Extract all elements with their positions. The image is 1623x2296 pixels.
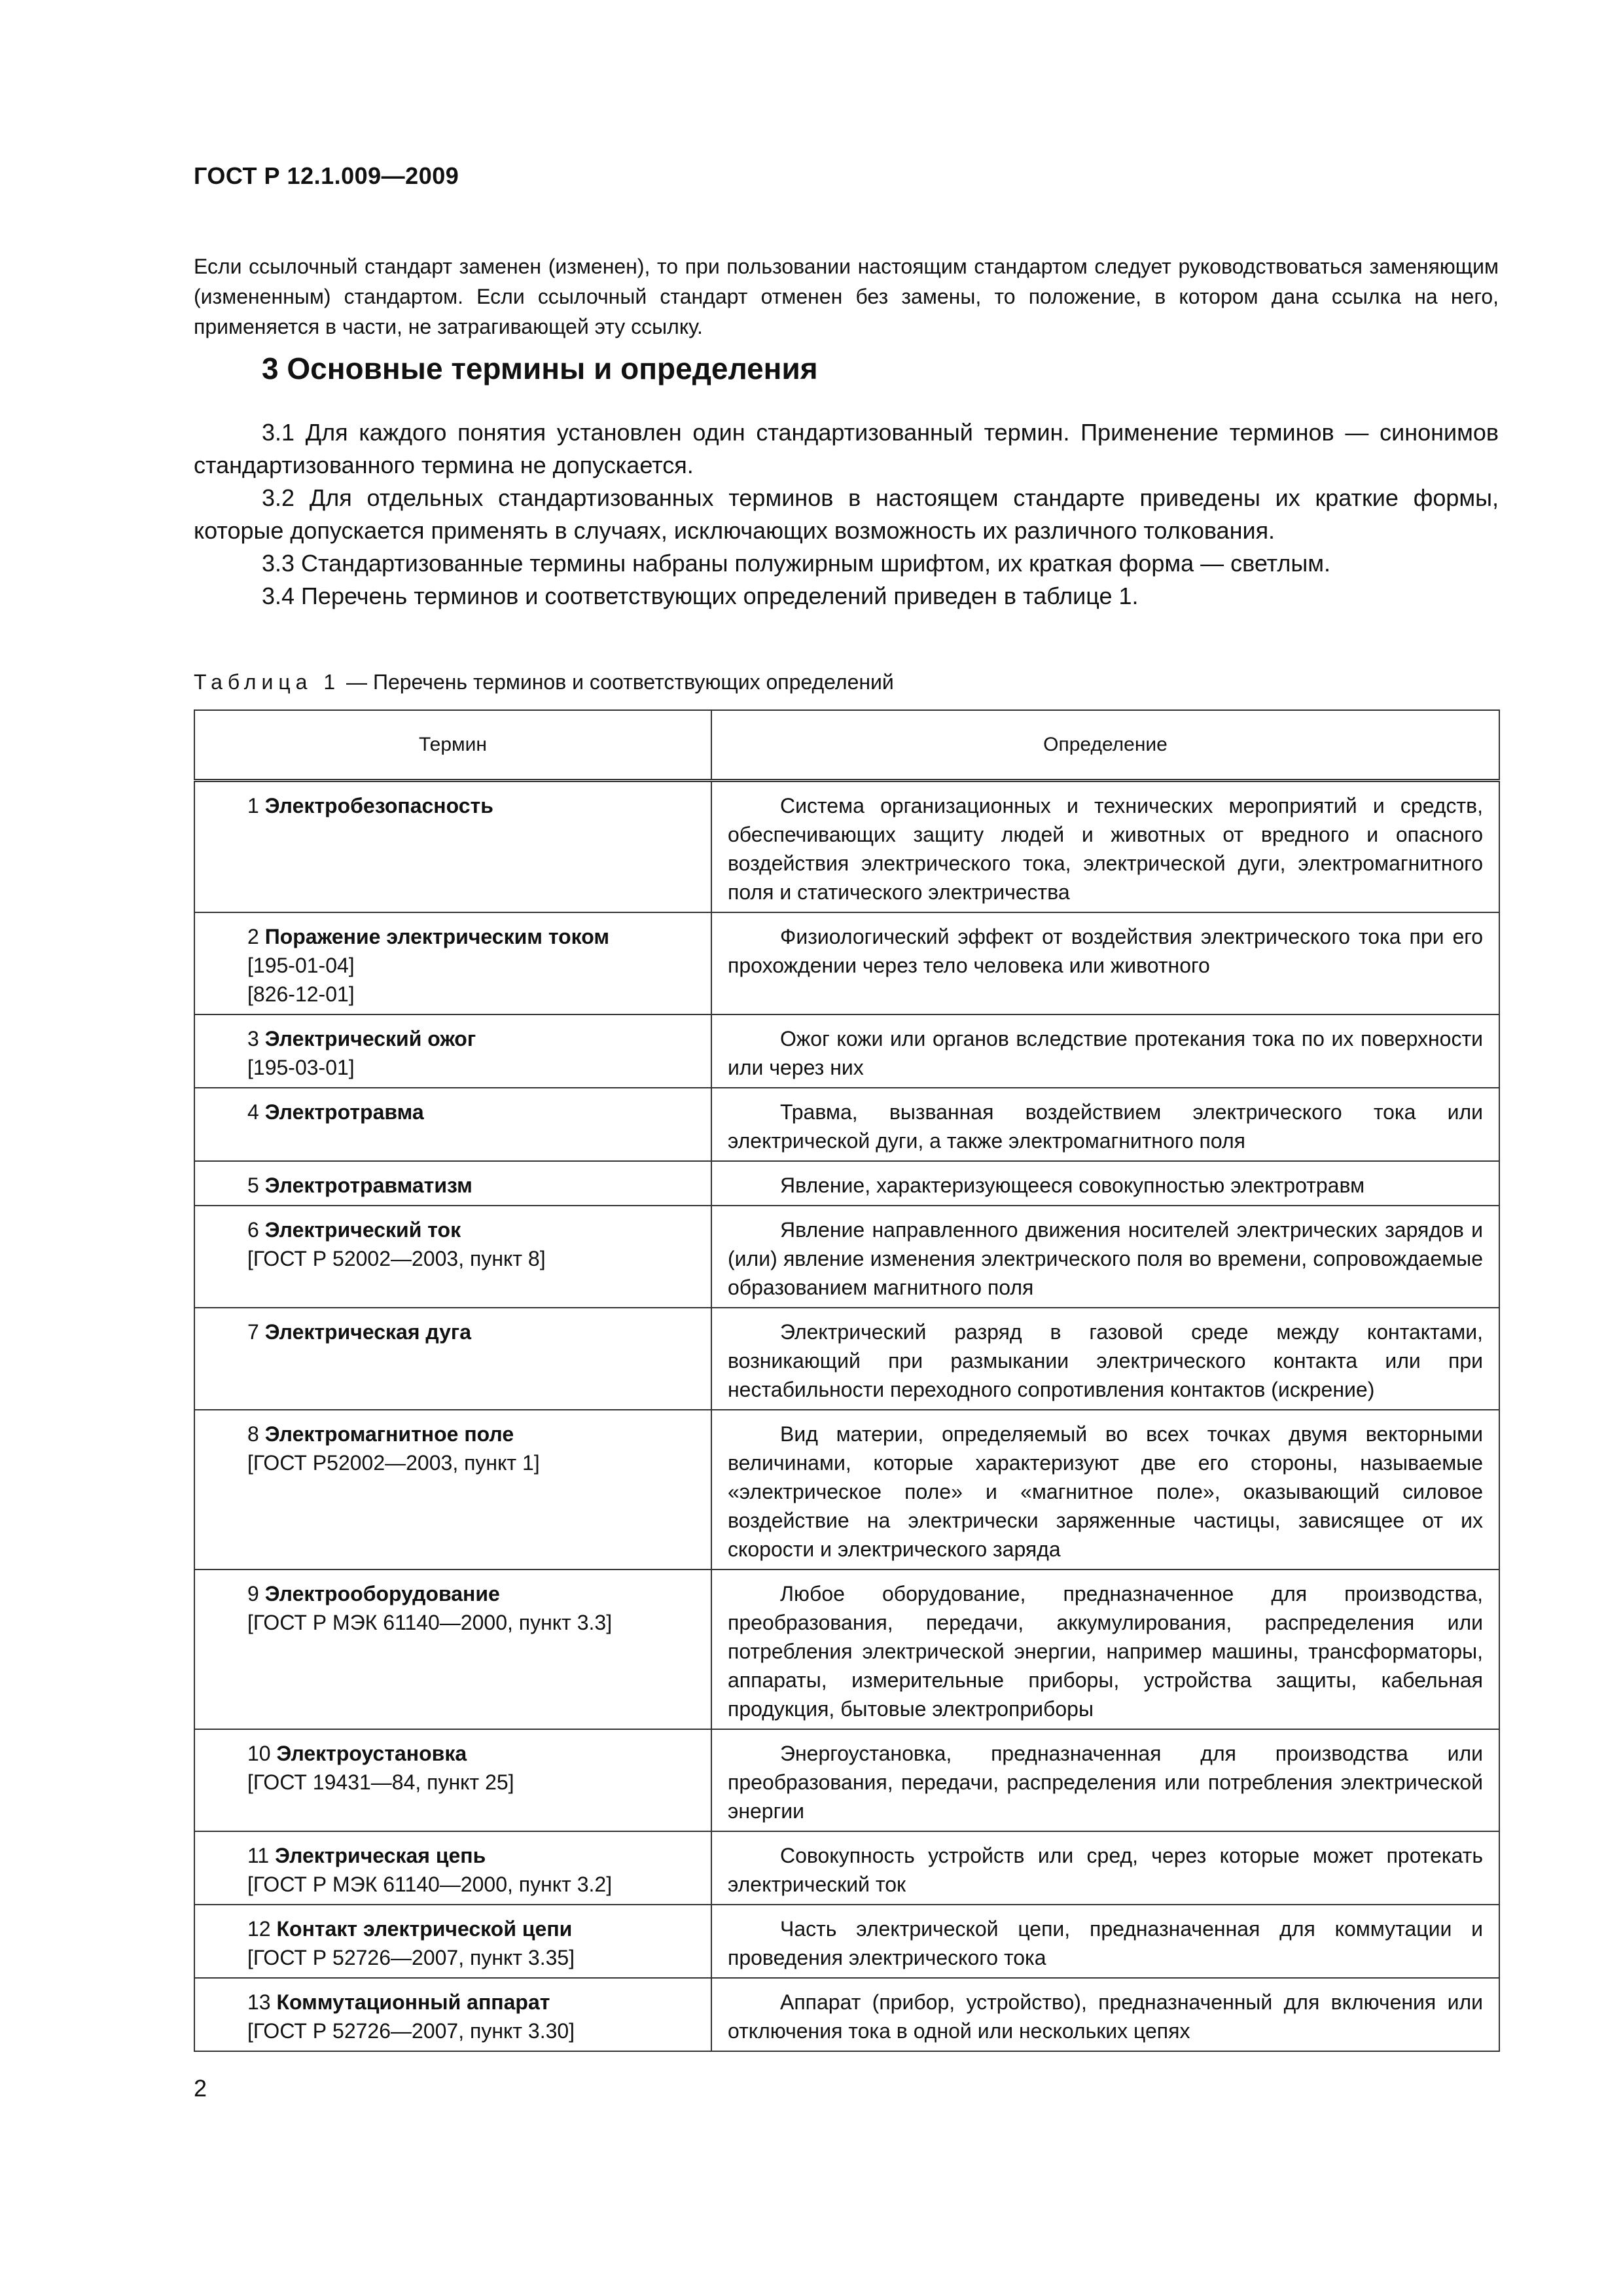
term-reference: [ГОСТ Р52002—2003, пункт 1] — [247, 1451, 540, 1475]
clause-list — [194, 416, 1499, 613]
definition-cell — [711, 1410, 1499, 1570]
term-name: Электрический ожог — [264, 1027, 476, 1050]
definition-cell — [711, 781, 1499, 913]
term-name: Поражение электрическим током — [264, 925, 609, 948]
term-name: Электрооборудование — [264, 1582, 500, 1605]
table-row — [194, 781, 1499, 913]
term-reference: [ГОСТ Р 52002—2003, пункт 8] — [247, 1247, 546, 1270]
term-name: Контакт электрической цепи — [276, 1917, 573, 1941]
term-number: 8 — [247, 1422, 259, 1446]
term-number: 1 — [247, 794, 259, 817]
definition-text: Система организационных и технических мероприятий и средств, обеспечивающих защиту людей и животных от вредного и опасного воздействия электрического тока, электрической дуги, электромагнитного поля и статического электричества — [728, 794, 1483, 904]
definition-text: Совокупность устройств или сред, через которые может протекать электрический ток — [728, 1844, 1483, 1896]
term-reference: [ГОСТ Р МЭК 61140—2000, пункт 3.2] — [247, 1873, 613, 1896]
definition-cell — [711, 1014, 1499, 1088]
definition-text: Физиологический эффект от воздействия электрического тока при его прохождении через тело человека или животного — [728, 925, 1483, 977]
term-name: Электробезопасность — [264, 794, 493, 817]
table-row — [194, 1410, 1499, 1570]
definition-cell — [711, 1308, 1499, 1410]
term-name: Электротравматизм — [264, 1174, 473, 1197]
term-name: Электротравма — [264, 1100, 424, 1124]
term-cell — [194, 1905, 711, 1978]
term-reference: [195-01-04] — [247, 954, 355, 977]
definition-text: Аппарат (прибор, устройство), предназначенный для включения или отключения тока в одной или нескольких цепях — [728, 1990, 1483, 2043]
definition-cell — [711, 1088, 1499, 1161]
table-row — [194, 1088, 1499, 1161]
term-number: 6 — [247, 1218, 259, 1242]
definition-text: Ожог кожи или органов вследствие протекания тока по их поверхности или через них — [728, 1027, 1483, 1079]
term-number: 2 — [247, 925, 259, 948]
term-name: Электрическая дуга — [264, 1320, 472, 1344]
definition-text: Часть электрической цепи, предназначенная для коммутации и проведения электрического тока — [728, 1917, 1483, 1969]
term-number: 9 — [247, 1582, 259, 1605]
term-cell — [194, 1570, 711, 1729]
term-cell — [194, 1088, 711, 1161]
table-row — [194, 1831, 1499, 1905]
table-header-row — [194, 710, 1499, 781]
term-number: 4 — [247, 1100, 259, 1124]
terms-table-body — [194, 781, 1499, 2052]
table-row — [194, 1206, 1499, 1308]
term-reference: [ГОСТ 19431—84, пункт 25] — [247, 1770, 514, 1794]
term-cell — [194, 1308, 711, 1410]
section-heading: 3 Основные термины и определения — [262, 351, 818, 386]
table-caption-label: Таблица 1 — [194, 670, 341, 694]
term-column-header: Термин — [194, 710, 711, 781]
term-cell — [194, 1410, 711, 1570]
definition-text: Явление, характеризующееся совокупностью электротравм — [780, 1174, 1365, 1197]
term-number: 10 — [247, 1742, 271, 1765]
table-row — [194, 1014, 1499, 1088]
page-number: 2 — [194, 2075, 207, 2102]
definition-cell — [711, 1831, 1499, 1905]
table-row — [194, 912, 1499, 1014]
definition-cell — [711, 1206, 1499, 1308]
term-cell — [194, 1831, 711, 1905]
table-row — [194, 1308, 1499, 1410]
clause-item: 3.2 Для отдельных стандартизованных терминов в настоящем стандарте приведены их краткие формы, которые допускается применять в случаях, исключающих возможность их различного толкования. — [194, 484, 1499, 544]
definition-text: Травма, вызванная воздействием электрического тока или электрической дуги, а также электромагнитного поля — [728, 1100, 1483, 1153]
term-cell — [194, 1206, 711, 1308]
table-caption-text: — Перечень терминов и соответствующих определений — [340, 670, 894, 694]
definition-cell — [711, 1570, 1499, 1729]
definition-text: Энергоустановка, предназначенная для производства или преобразования, передачи, распределения или потребления электрической энергии — [728, 1742, 1483, 1823]
term-name: Электрический ток — [264, 1218, 461, 1242]
term-number: 3 — [247, 1027, 259, 1050]
term-reference: [ГОСТ Р МЭК 61140—2000, пункт 3.3] — [247, 1611, 613, 1634]
table-row — [194, 1161, 1499, 1206]
term-name: Электроустановка — [276, 1742, 467, 1765]
definition-cell — [711, 1905, 1499, 1978]
term-cell — [194, 1978, 711, 2051]
term-name: Коммутационный аппарат — [276, 1990, 550, 2014]
definition-text: Вид материи, определяемый во всех точках двумя векторными величинами, которые характеризуют две его стороны, называемые «электрическое поле» и «магнитное поле», оказывающий силовое воздействие на электрически заряженные частицы, зависящее от их скорости и электрического заряда — [728, 1422, 1483, 1561]
definition-cell — [711, 1729, 1499, 1831]
term-reference: [ГОСТ Р 52726—2007, пункт 3.35] — [247, 1946, 575, 1969]
table-row — [194, 1729, 1499, 1831]
clause-item: 3.3 Стандартизованные термины набраны полужирным шрифтом, их краткая форма — светлым. — [262, 550, 1331, 577]
definition-cell — [711, 912, 1499, 1014]
term-name: Электромагнитное поле — [264, 1422, 514, 1446]
table-row — [194, 1905, 1499, 1978]
term-cell — [194, 781, 711, 913]
clause-item: 3.4 Перечень терминов и соответствующих определений приведен в таблице 1. — [262, 583, 1139, 609]
definition-text: Любое оборудование, предназначенное для производства, преобразования, передачи, аккумулирования, распределения или потребления электрической энергии, например машины, трансформаторы, аппараты, измерительные приборы, устройства защиты, кабельная продукция, бытовые электроприборы — [728, 1582, 1483, 1721]
terms-table — [194, 709, 1500, 2052]
definition-cell — [711, 1978, 1499, 2051]
term-cell — [194, 1729, 711, 1831]
table-row — [194, 1978, 1499, 2051]
term-number: 7 — [247, 1320, 259, 1344]
document-code: ГОСТ Р 12.1.009—2009 — [194, 162, 459, 189]
term-cell — [194, 1161, 711, 1206]
term-cell — [194, 1014, 711, 1088]
term-cell — [194, 912, 711, 1014]
table-row — [194, 1570, 1499, 1729]
definition-text: Явление направленного движения носителей электрических зарядов и (или) явление изменения электрического поля во времени, сопровождаемые образованием магнитного поля — [728, 1218, 1483, 1299]
term-name: Электрическая цепь — [275, 1844, 486, 1867]
term-number: 11 — [247, 1844, 270, 1867]
clause-item: 3.1 Для каждого понятия установлен один стандартизованный термин. Применение терминов — синонимов стандартизованного термина не допускается. — [194, 419, 1499, 478]
term-reference: [826-12-01] — [247, 982, 355, 1006]
intro-paragraph: Если ссылочный стандарт заменен (изменен), то при пользовании настоящим стандартом следует руководствоваться заменяющим (измененным) стандартом. Если ссылочный стандарт отменен без замены, то положение, в котором дана ссылка на него, применяется в части, не затрагивающей эту ссылку. — [194, 255, 1499, 338]
definition-cell — [711, 1161, 1499, 1206]
definition-column-header: Определение — [711, 710, 1499, 781]
definition-text: Электрический разряд в газовой среде между контактами, возникающий при размыкании электрического контакта или при нестабильности переходного сопротивления контактов (искрение) — [728, 1320, 1483, 1401]
term-reference: [195-03-01] — [247, 1056, 355, 1079]
term-number: 12 — [247, 1917, 271, 1941]
term-number: 5 — [247, 1174, 259, 1197]
table-caption — [194, 670, 894, 694]
term-number: 13 — [247, 1990, 271, 2014]
term-reference: [ГОСТ Р 52726—2007, пункт 3.30] — [247, 2019, 575, 2043]
